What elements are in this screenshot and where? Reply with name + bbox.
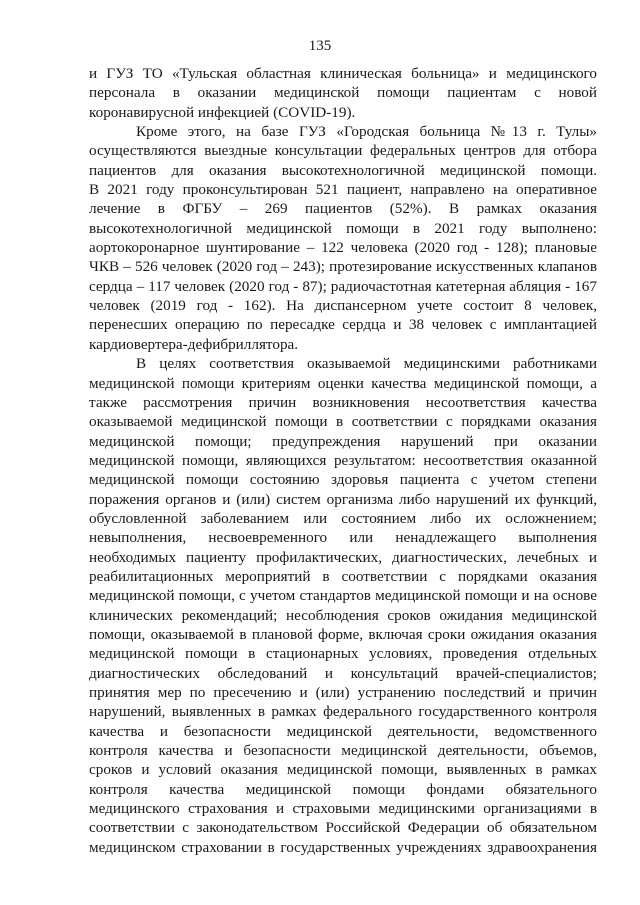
text-line: медицинской помощи; предупреждения нарушений при оказании bbox=[89, 432, 597, 450]
text-line: лечение в ФГБУ – 269 пациентов (52%). В рамках оказания bbox=[89, 200, 597, 218]
text-line: оказываемой медицинской помощи в соответствии с порядками оказания bbox=[89, 413, 597, 431]
paragraph-2 bbox=[89, 122, 597, 354]
text-line: контроля качества медицинской помощи фондами обязательного bbox=[89, 780, 597, 798]
text-line: невыполнения, несвоевременного или ненадлежащего выполнения bbox=[89, 529, 597, 547]
paragraph-1 bbox=[89, 64, 597, 122]
text-line: аортокоронарное шунтирование – 122 человека (2020 год - 128); плановые bbox=[89, 239, 597, 257]
text-line: осуществляются выездные консультации федеральных центров для отбора bbox=[89, 142, 597, 160]
text-line: принятия мер по пресечению и (или) устранению последствий и причин bbox=[89, 684, 597, 701]
text-line: перенесших операцию по пересадке сердца и 38 человек с имплантацией bbox=[89, 316, 597, 334]
text-line: медицинской помощи критериям оценки качества медицинской помощи, а bbox=[89, 374, 597, 392]
text-line: пациентов для оказания высокотехнологичной медицинской помощи. bbox=[89, 161, 597, 179]
text-line: нарушений, выявленных в рамках федерального государственного контроля bbox=[89, 703, 597, 721]
text-line: В целях соответствия оказываемой медицинскими работниками bbox=[136, 355, 597, 373]
text-line: клинических рекомендаций; несоблюдения сроков ожидания медицинской bbox=[89, 606, 597, 624]
text-line: кардиовертера-дефибриллятора. bbox=[89, 335, 299, 353]
text-line: коронавирусной инфекцией (COVID-19). bbox=[89, 103, 356, 121]
text-line: сердца – 117 человек (2020 год - 87); радиочастотная катетерная абляция - 167 bbox=[89, 277, 597, 295]
text-line: качества и безопасности медицинской деятельности, ведомственного bbox=[89, 722, 597, 740]
text-line: медицинского страхования и страховыми медицинскими организациями в bbox=[89, 800, 597, 818]
text-line: медицинской помощи, с учетом стандартов медицинской помощи и на основе bbox=[89, 587, 597, 605]
text-line: медицинском страховании в государственных учреждениях здравоохранения bbox=[89, 838, 597, 856]
text-line: обусловленной заболеванием или состоянием либо их осложнением; bbox=[89, 509, 597, 527]
text-line: персонала в оказании медицинской помощи пациентам с новой bbox=[89, 84, 597, 102]
text-line: ЧКВ – 526 человек (2020 год – 243); протезирование искусственных клапанов bbox=[89, 258, 597, 276]
text-line: В 2021 году проконсультирован 521 пациент, направлено на оперативное bbox=[89, 181, 597, 199]
text-line: медицинской помощи состоянию здоровья пациента с учетом степени bbox=[89, 471, 597, 489]
text-line: реабилитационных мероприятий в соответствии с порядками оказания bbox=[89, 567, 597, 585]
text-line: высокотехнологичной медицинской помощи в 2021 году выполнено: bbox=[89, 219, 597, 237]
text-line: медицинской помощи, являющихся результатом: несоответствия оказанной bbox=[89, 451, 597, 469]
document-body bbox=[89, 64, 597, 857]
text-line: медицинской помощи в стационарных условиях, проведения отдельных bbox=[89, 645, 597, 663]
text-line: контроля качества и безопасности медицинской деятельности, объемов, bbox=[89, 742, 597, 760]
page-number: 135 bbox=[308, 38, 332, 54]
text-line: человек (2019 год - 162). На диспансерном учете состоит 8 человек, bbox=[89, 297, 597, 315]
paragraph-3 bbox=[89, 354, 597, 857]
text-line: диагностических обследований и консультаций врачей-специалистов; bbox=[89, 664, 597, 682]
text-line: сроков и условий оказания медицинской помощи, выявленных в рамках bbox=[89, 761, 597, 779]
text-line: соответствии с законодательством Российской Федерации об обязательном bbox=[89, 819, 597, 837]
text-line: Кроме этого, на базе ГУЗ «Городская больница №13 г. Тулы» bbox=[136, 123, 597, 141]
text-line: поражения органов и (или) систем организма либо нарушений их функций, bbox=[89, 490, 597, 508]
text-line: необходимых пациенту профилактических, диагностических, лечебных и bbox=[89, 548, 597, 566]
text-line: помощи, оказываемой в плановой форме, включая сроки ожидания оказания bbox=[89, 625, 597, 643]
text-line: и ГУЗ ТО «Тульская областная клиническая больница» и медицинского bbox=[89, 65, 597, 82]
text-line: также рассмотрения причин возникновения несоответствия качества bbox=[89, 393, 597, 411]
